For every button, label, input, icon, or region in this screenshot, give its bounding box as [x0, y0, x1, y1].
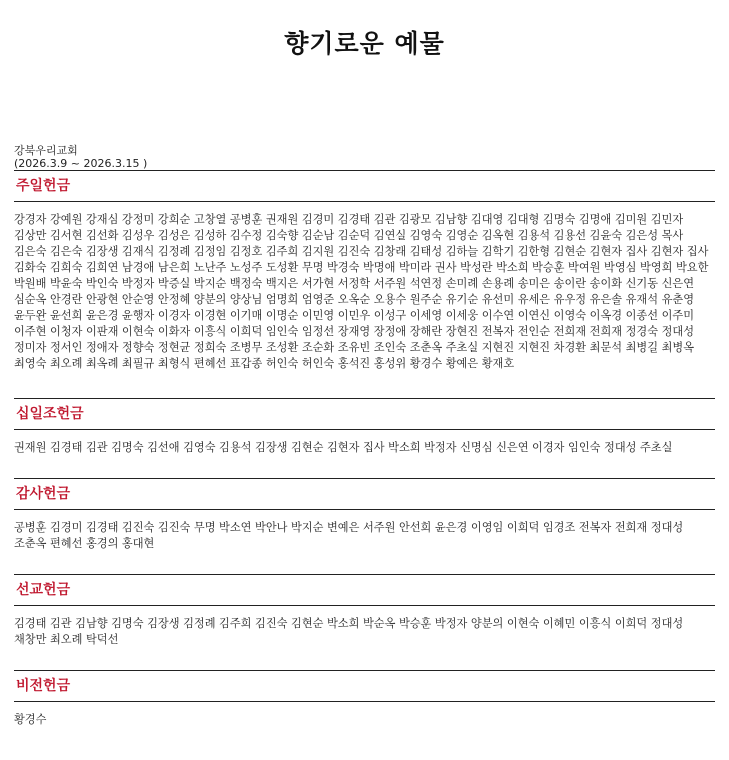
donor-names: 공병훈 김경미 김경태 김진숙 김진숙 무명 박소연 박안나 박지순 변예은 서주원 안선희 윤은경 이영임 이희덕 임경조 전복자 전희재 정대성 조춘옥 편혜선 홍경의 홍대현: [14, 521, 684, 550]
donor-names: 강경자 강예원 강재심 강정미 강희순 고창열 공병훈 권재원 김경미 김경태 김관 김광모 김남향 김대영 김대형 김명숙 김명애 김미원 김민자 김상만 김서현 김선화 김성우 김성은 김성하 김수정 김숙향 김순남 김순덕 김연실 김영숙 김영순 김옥현 김용석 김용선 김윤숙 김은성 목사 김은숙 김은숙 김장생 김재식 김정례 김정임 김정호 김주희 김지원 김진숙 김창래 김태성 김하늘 김학기 김한형 김현순 김현자 집사 김현자 집사 김화숙 김희숙 김희연 남경애 남은희 노난주 노성주 도성환 무명 박경숙 박명애 박미라 권사 박성란 박소희 박승훈 박여원 박영심 박영희 박요한 박원배 박윤숙 박인숙 박정자 박증실 박지순 백정숙 백지은 서가현 서정학 서주원 석연정 손미례 손용례 송미은 송이란 송이화 신기동 신은연 심순옥 안경란 안광현 안순영 안정혜 양분의 양상님 엄명희 엄영준 오옥순 오용수 원주순 유기순 유선미 유세은 유우정 유은솔 유재석 유춘영 윤두완 윤선희 윤은경 윤행자 이경자 이경현 이기매 이명순 이민영 이민우 이성구 이세영 이세웅 이수연 이연신 이영숙 이옥경 이종선 이주미 이주현 이청자 이판재 이현숙 이화자 이흥식 이희덕 임인숙 임정선 장재영 장정애 장해란 장현진 전복자 전인순 전희재 전희재 정경숙 정대성 정미자 정서인 정애자 정향숙 정현균 정희숙 조병무 조성환 조순화 조유빈 조인숙 조춘옥 주초실 지현진 지현진 차경환 최문석 최병길 최병옥 최영숙 최오례 최옥례 최필규 최형식 편혜선 표갑종 허인숙 허인숙 홍석진 홍성위 황경수 황예은 황재호: [14, 213, 709, 370]
section-thanksgiving-offering: [14, 478, 715, 564]
section-heading: 비전헌금: [16, 678, 71, 694]
section-tithe-offering: [14, 398, 715, 468]
donor-names: 황경수: [14, 713, 47, 726]
section-heading: 감사헌금: [16, 486, 71, 502]
section-heading: 주일헌금: [16, 178, 71, 194]
section-vision-offering: [14, 670, 715, 740]
offering-list: [14, 170, 715, 740]
donor-names: 권재원 김경태 김관 김명숙 김선애 김영숙 김용석 김장생 김현순 김현자 집사 박소희 박정자 신명심 신은연 이경자 임인숙 정대성 주초실: [14, 441, 673, 454]
section-heading: 선교헌금: [16, 582, 71, 598]
donor-names: 김경태 김관 김남향 김명숙 김장생 김정례 김주희 김진숙 김현순 박소희 박순옥 박승훈 박정자 양분의 이현숙 이혜민 이흥식 이희덕 정대성 채창만 최오례 탁덕선: [14, 617, 684, 646]
page-title: 향기로운 예물: [284, 29, 445, 58]
section-heading: 십일조헌금: [16, 406, 84, 422]
church-name: 강북우리교회: [14, 144, 78, 157]
date-range: (2026.3.9 ~ 2026.3.15 ): [14, 157, 148, 170]
section-mission-offering: [14, 574, 715, 660]
section-sunday-offering: [14, 170, 715, 384]
